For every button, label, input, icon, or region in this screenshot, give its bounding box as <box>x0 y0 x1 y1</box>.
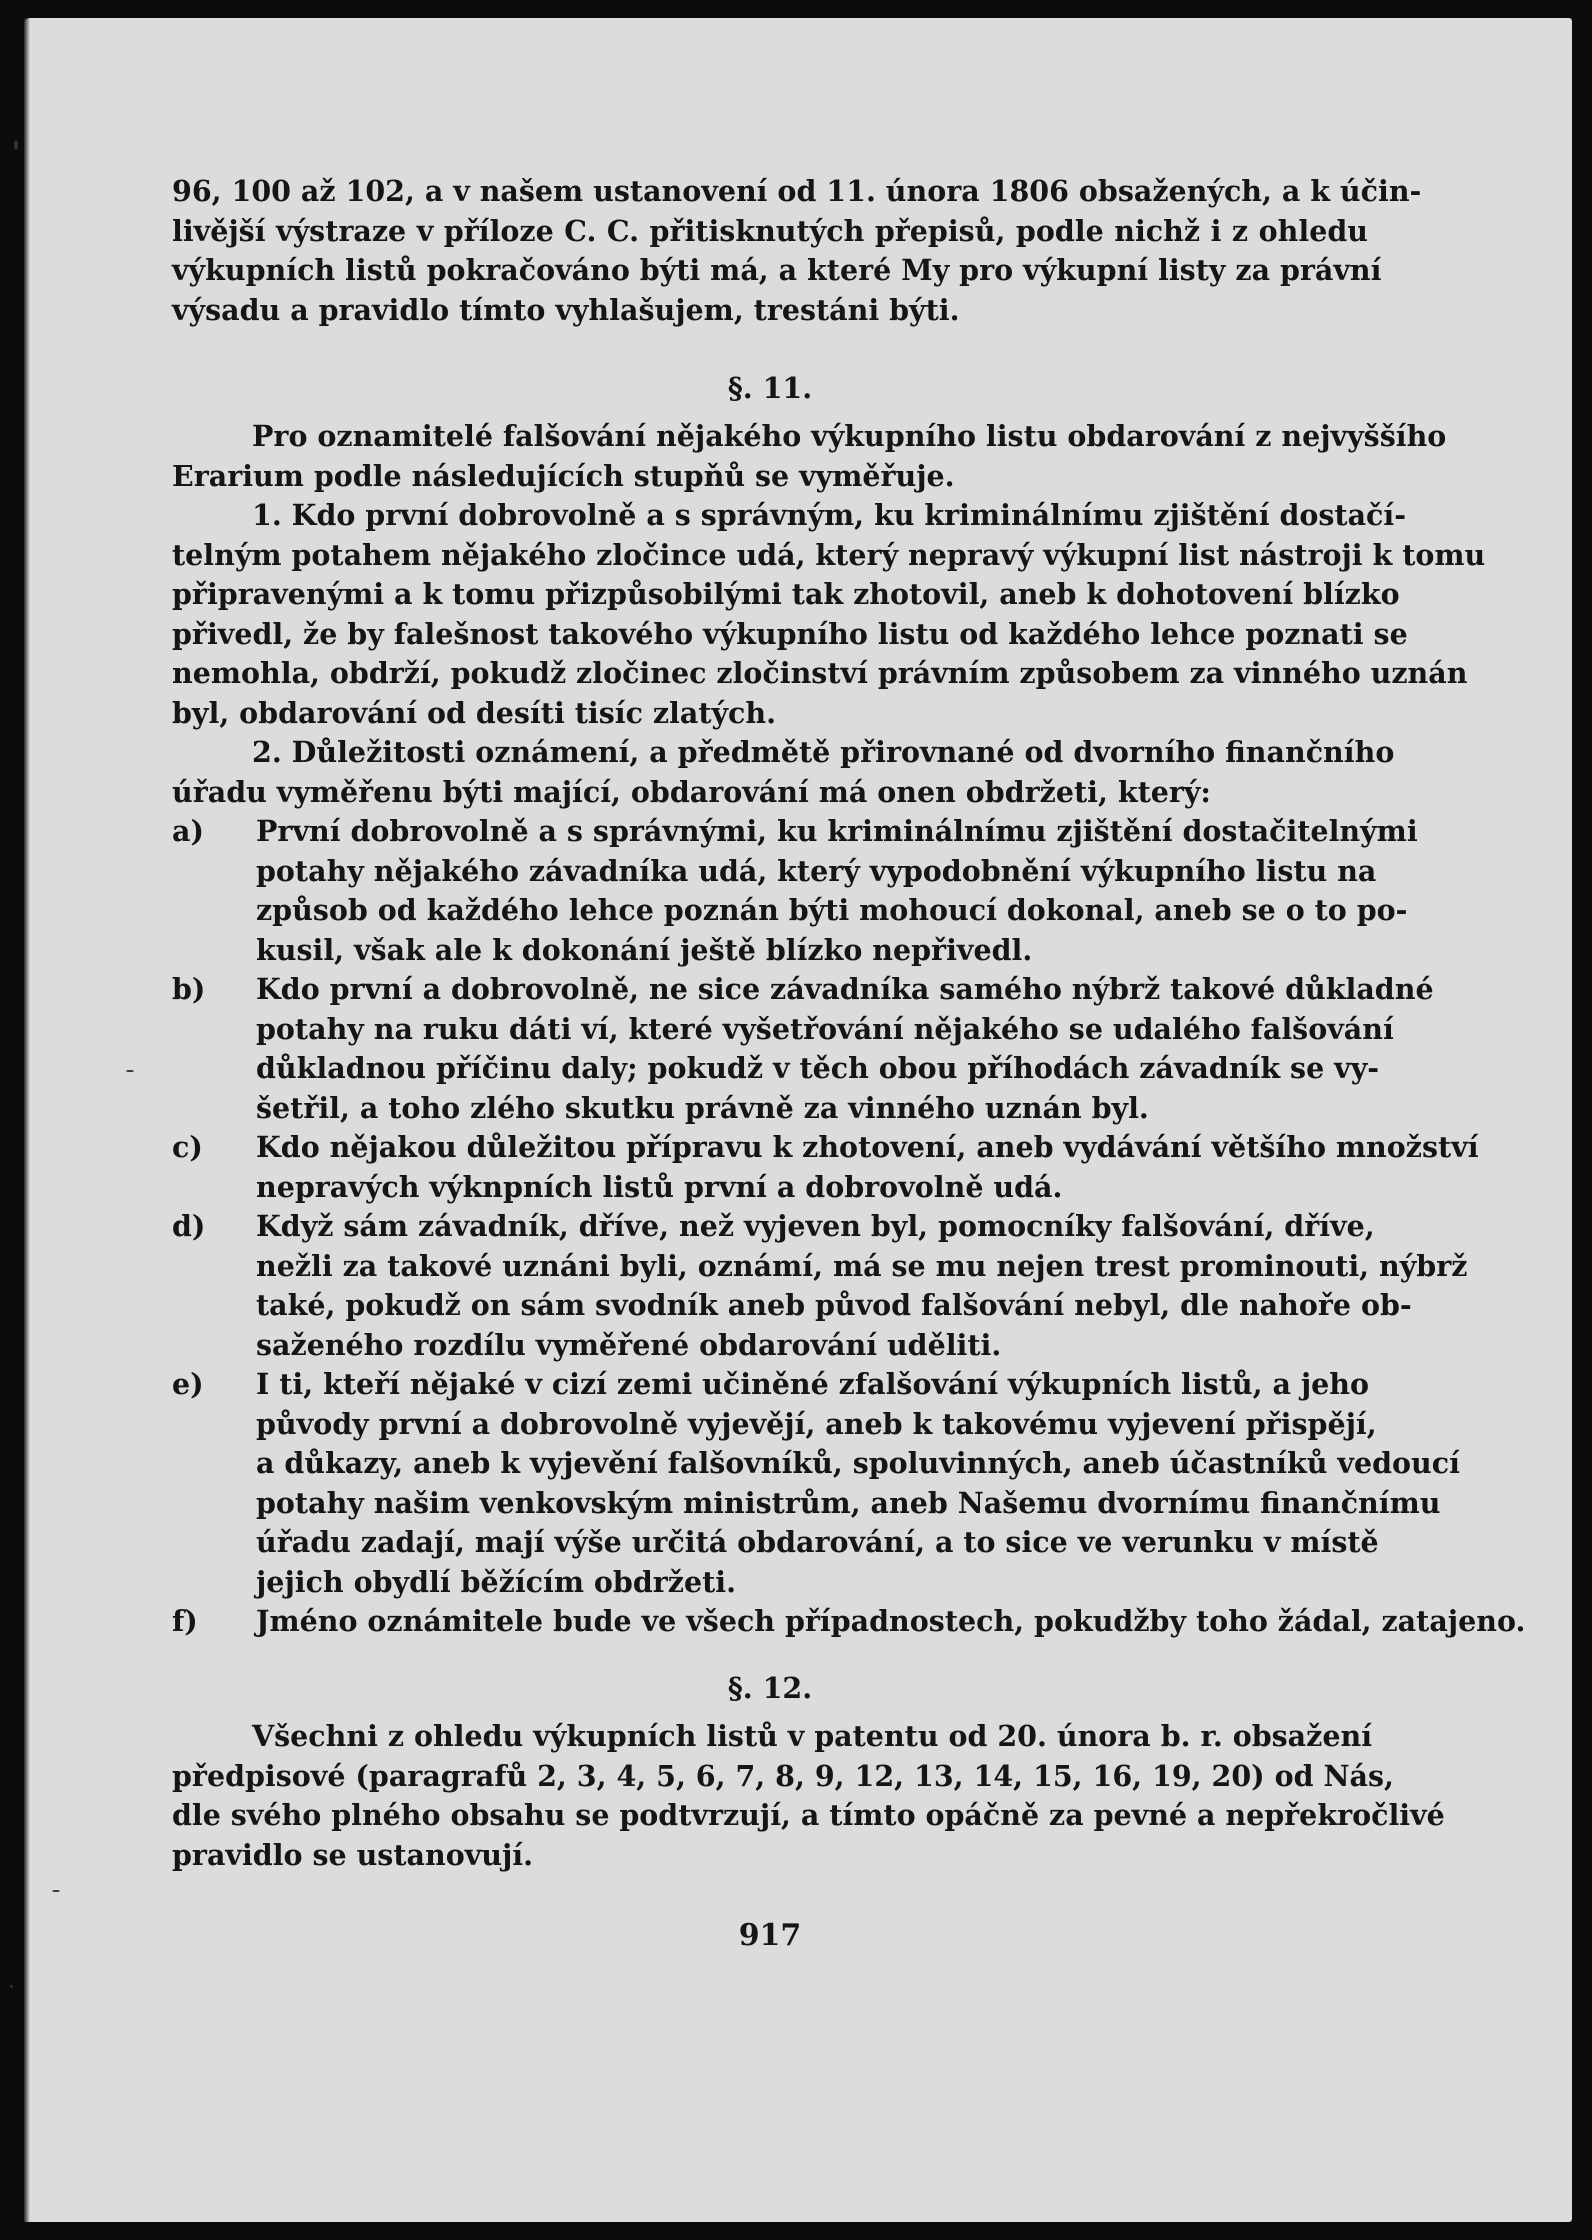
section-11 <box>172 360 1526 1642</box>
text-line: důkladnou příčinu daly; pokudž v těch obou příhodách závadník se vy- <box>256 1051 1380 1085</box>
text-line: jejich obydlí běžícím obdržeti. <box>256 1564 737 1599</box>
text-line: Erarium podle následujících stupňů se vyměřuje. <box>172 458 955 493</box>
text-line: šetřil, a toho zlého skutku právně za vinného uznán byl. <box>256 1090 1149 1125</box>
text-line: způsob od každého lehce poznán býti mohoucí dokonal, aneb se o to po- <box>256 893 1408 927</box>
list-item <box>172 1365 1460 1602</box>
text-line: výsadu a pravidlo tímto vyhlašujem, trestáni býti. <box>172 292 960 327</box>
text-line: Když sám závadník, dříve, než vyjeven byl, pomocníky falšování, dříve, <box>256 1209 1375 1243</box>
list-item <box>172 1207 1468 1365</box>
text-line: Všechni z ohledu výkupních listů v patentu od 20. února b. r. obsažení <box>252 1719 1373 1753</box>
text-line: také, pokudž on sám svodník aneb původ falšování nebyl, dle nahoře ob- <box>256 1288 1412 1322</box>
item-marker: c) <box>172 1130 203 1164</box>
text-line: původy první a dobrovolně vyjevějí, aneb k takovému vyjevení přispějí, <box>256 1406 1377 1441</box>
text-line: přivedl, že by falešnost takového výkupního listu od každého lehce poznati se <box>172 616 1408 651</box>
item-marker: b) <box>172 972 206 1006</box>
text-line: telným potahem nějakého zločince udá, který nepravý výkupní list nástroji k tomu <box>172 537 1486 572</box>
text-line: úřadu zadají, mají výše určitá obdarování, a to sice ve verunku v místě <box>256 1525 1379 1559</box>
text-line: Jméno oznámitele bude ve všech případnostech, pokudžby toho žádal, zatajeno. <box>256 1604 1526 1638</box>
intro-paragraph <box>172 172 1422 330</box>
text-line: úřadu vyměřenu býti mající, obdarování má onen obdržeti, který: <box>172 774 1211 809</box>
text-line: Kdo nějakou důležitou přípravu k zhotovení, aneb vydávání většího množství <box>256 1130 1479 1164</box>
scan-speck <box>52 1890 60 1892</box>
item-marker: e) <box>172 1367 204 1401</box>
text-line: Kdo první a dobrovolně, ne sice závadníka samého nýbrž takové důkladné <box>256 972 1434 1006</box>
section-heading: §. 12. <box>727 1671 813 1705</box>
text-line: potahy nějakého závadníka udá, který vypodobnění výkupního listu na <box>256 853 1377 888</box>
page-number: 917 <box>738 1918 802 1953</box>
item-marker: f) <box>172 1604 198 1638</box>
text-line: a důkazy, aneb k vyjevění falšovníků, spoluvinných, aneb účastníků vedoucí <box>256 1446 1460 1480</box>
item-marker: d) <box>172 1209 206 1243</box>
text-line: byl, obdarování od desíti tisíc zlatých. <box>172 695 777 730</box>
text-line: dle svého plného obsahu se podtvrzují, a tímto opáčně za pevné a nepřekročlivé <box>172 1798 1445 1832</box>
text-line: nemohla, obdrží, pokudž zločinec zločinství právním způsobem za vinného uznán <box>172 656 1468 690</box>
text-line: nežli za takové uznáni byli, oznámí, má se mu nejen trest prominouti, nýbrž <box>256 1248 1468 1283</box>
text-line: I ti, kteří nějaké v cizí zemi učiněné zfalšování výkupních listů, a jeho <box>256 1367 1370 1401</box>
text-line: výkupních listů pokračováno býti má, a které My pro výkupní listy za právní <box>172 253 1382 287</box>
list-item <box>172 812 1418 970</box>
text-line: livější výstraze v příloze C. C. přitisknutých přepisů, podle nichž i z ohledu <box>172 213 1368 248</box>
page-edge-shadow <box>24 18 30 2222</box>
list-item <box>172 1602 1526 1642</box>
list-item <box>172 1128 1479 1207</box>
scan-speck <box>10 1985 13 1988</box>
section-12 <box>172 1660 1445 1875</box>
text-line: 1. Kdo první dobrovolně a s správným, ku kriminálnímu zjištění dostačí- <box>252 498 1407 532</box>
item-marker: a) <box>172 814 204 848</box>
text-line: saženého rozdílu vyměřené obdarování uděliti. <box>256 1327 1002 1362</box>
text-line: První dobrovolně a s správnými, ku kriminálnímu zjištění dostačitelnými <box>256 814 1418 848</box>
text-line: připravenými a k tomu přizpůsobilými tak zhotovil, aneb k dohotovení blízko <box>172 577 1400 611</box>
text-line: 96, 100 až 102, a v našem ustanovení od 11. února 1806 obsažených, a k účin- <box>172 174 1422 208</box>
section-heading: §. 11. <box>727 371 813 405</box>
text-line: kusil, však ale k dokonání ještě blízko nepřivedl. <box>256 932 1033 967</box>
text-line: předpisové (paragrafů 2, 3, 4, 5, 6, 7, 8, 9, 12, 13, 14, 15, 16, 19, 20) od Nás, <box>172 1758 1394 1793</box>
text-line: nepravých výknpních listů první a dobrovolně udá. <box>256 1169 1063 1204</box>
text-line: pravidlo se ustanovují. <box>172 1837 534 1872</box>
text-line: potahy našim venkovským ministrům, aneb Našemu dvornímu finančnímu <box>256 1485 1441 1520</box>
scan-speck <box>14 140 18 150</box>
scan-speck <box>126 1070 134 1072</box>
text-line: Pro oznamitelé falšování nějakého výkupního listu obdarování z nejvyššího <box>252 419 1447 453</box>
text-line: potahy na ruku dáti ví, které vyšetřování nějakého se udalého falšování <box>256 1011 1394 1046</box>
list-item <box>172 970 1434 1128</box>
text-line: 2. Důležitosti oznámení, a předmětě přirovnané od dvorního finančního <box>252 735 1395 769</box>
